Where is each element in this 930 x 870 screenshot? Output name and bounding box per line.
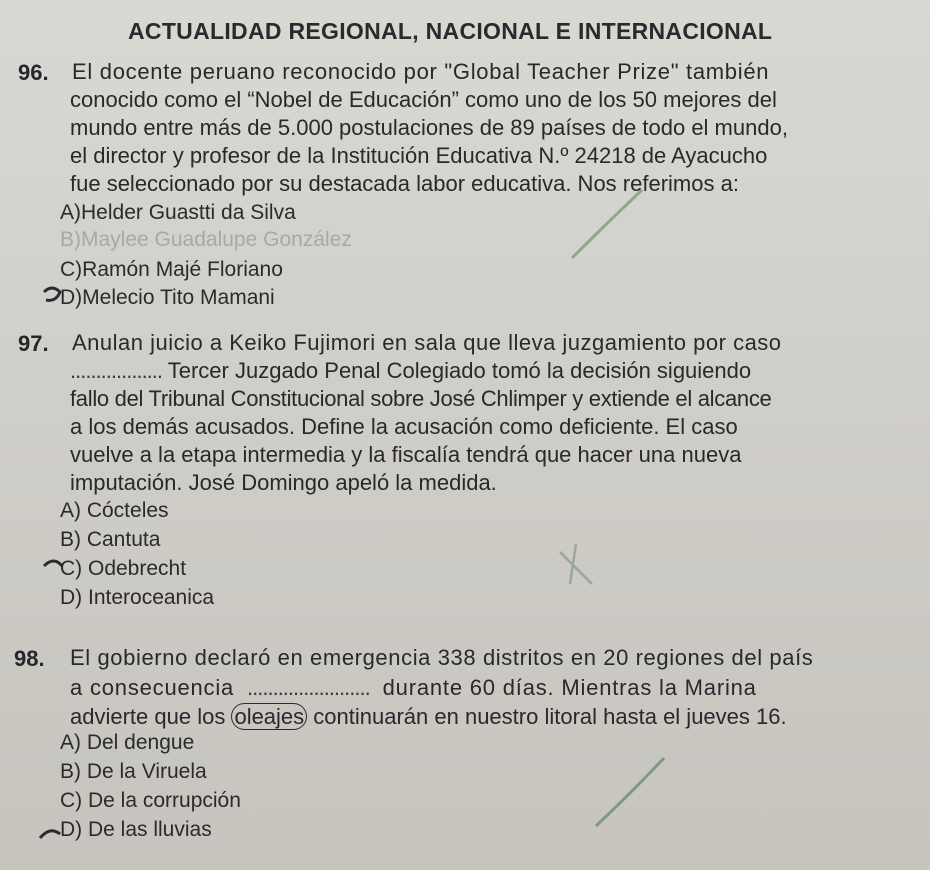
question-96-option-b: B)Maylee Guadalupe González [60, 228, 352, 251]
question-98-option-c: C) De la corrupción [60, 789, 241, 812]
question-97-number: 97. [18, 331, 49, 356]
question-97-line-1: Anulan juicio a Keiko Fujimori en sala que lleva juzgamiento por caso [72, 330, 782, 355]
question-96-option-d: D)Melecio Tito Mamani [60, 286, 275, 309]
answer-mark-98 [40, 831, 60, 838]
question-97-line-4: a los demás acusados. Define la acusación como deficiente. El caso [70, 414, 738, 439]
cross-mark-97 [560, 544, 592, 584]
question-98-option-a: A) Del dengue [60, 731, 195, 754]
question-96-line-3: mundo entre más de 5.000 postulaciones de 89 países de todo el mundo, [70, 115, 788, 140]
question-98-blank: ........................ [247, 675, 370, 700]
question-98-line-2-end: durante 60 días. Mientras la Marina [382, 675, 757, 700]
answer-mark-96 [44, 288, 60, 300]
question-98-line-1: El gobierno declaró en emergencia 338 distritos en 20 regiones del país [70, 645, 814, 670]
question-98-number: 98. [14, 646, 45, 671]
green-check-mark-98 [596, 758, 664, 826]
question-96-line-1: El docente peruano reconocido por "Global Teacher Prize" también [72, 59, 770, 84]
question-98-line-3-end: continuarán en nuestro litoral hasta el jueves 16. [313, 704, 787, 729]
question-97-option-d: D) Interoceanica [60, 586, 215, 609]
question-96-line-2: conocido como el “Nobel de Educación” como uno de los 50 mejores del [70, 87, 777, 112]
question-96-number: 96. [18, 60, 49, 85]
section-title: ACTUALIDAD REGIONAL, NACIONAL E INTERNACIONAL [128, 18, 773, 44]
question-96-option-a: A)Helder Guastti da Silva [60, 201, 296, 224]
question-97-line-3: fallo del Tribunal Constitucional sobre José Chlimper y extiende el alcance [70, 386, 772, 411]
question-97-option-c: C) Odebrecht [60, 557, 187, 580]
question-97-line-6: imputación. José Domingo apeló la medida. [70, 470, 497, 495]
question-98-circled-word: oleajes [231, 703, 307, 730]
question-97-line-2-text: Tercer Juzgado Penal Colegiado tomó la decisión siguiendo [167, 358, 752, 383]
question-97-line-5: vuelve a la etapa intermedia y la fiscalía tendrá que hacer una nueva [70, 442, 742, 467]
answer-mark-97 [44, 561, 62, 566]
question-98-line-3-start: advierte que los [70, 704, 226, 729]
question-97-option-b: B) Cantuta [60, 528, 161, 551]
question-98-line-2-start: a consecuencia [70, 675, 235, 700]
green-check-mark-96 [572, 190, 642, 258]
question-98-option-b: B) De la Viruela [60, 760, 207, 783]
question-96-option-c: C)Ramón Majé Floriano [60, 258, 283, 281]
question-97-option-a: A) Cócteles [60, 499, 169, 522]
question-98-option-d: D) De las lluvias [60, 818, 212, 841]
question-96-line-4: el director y profesor de la Institución Educativa N.º 24218 de Ayacucho [70, 143, 768, 168]
question-97-blank: .................. [70, 358, 163, 383]
question-96-line-5: fue seleccionado por su destacada labor educativa. Nos referimos a: [70, 171, 739, 196]
